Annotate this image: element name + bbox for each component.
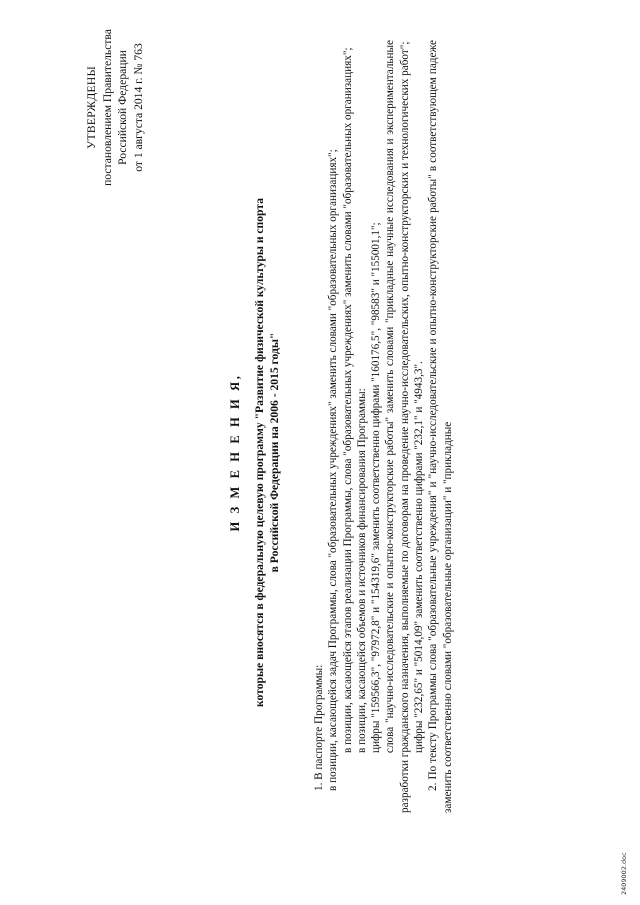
- title-sub-1: которые вносятся в федеральную целевую программу "Развитие физической культуры и спорта: [253, 198, 266, 707]
- paragraph: в позиции, касающейся объемов и источников финансирования Программы:: [355, 388, 368, 753]
- approval-line-3: от 1 августа 2014 г. № 763: [131, 43, 145, 172]
- approval-line-2: Российской Федерации: [116, 50, 129, 165]
- paragraph: 1. В паспорте Программы:: [313, 664, 325, 791]
- paragraph: цифры "159566,3", "97972,8" и "154319,6" заменить соответственно цифрами "160176,5", "98583" и "155001,1";: [370, 222, 383, 753]
- approval-line-1: постановлением Правительства: [100, 29, 114, 186]
- paragraph: в позиции, касающейся задач Программы, слова "образовательных учреждениях" заменить словами "образовательных организациях";: [327, 149, 340, 791]
- document-body: [312, 40, 455, 813]
- paragraph: 2. По тексту Программы слова "образовательные учреждения" и "научно-исследовательские и опытно-конструкторские работы" в соответствующем падеже заменить соответственно словами "образовательные организации" и "прикладные: [427, 40, 454, 813]
- approval-heading: УТВЕРЖДЕНЫ: [85, 66, 98, 150]
- approval-block: [84, 10, 146, 205]
- paragraph: цифры "232,65" и "5014,09" заменить соответственно цифрами "232,1" и "4943,3".: [413, 361, 426, 753]
- document-title: [228, 40, 282, 865]
- title-main: И З М Е Н Е Н И Я,: [228, 373, 242, 532]
- title-sub-2: в Российской Федерации на 2006 - 2015 годы": [267, 332, 281, 573]
- file-footer: 2409002.doc: [620, 852, 628, 895]
- paragraph: слова "научно-исследовательские и опытно-конструкторские работы" заменить словами "прикладные научные исследования и экспериментальные разработки гражданского назначения, выполняемые по договорам на проведение научно-исследовательских, опытно-конструкторских и технологических работ";: [384, 40, 411, 813]
- paragraph: в позиции, касающейся этапов реализации Программы, слова "образовательных учреждениях" заменить словами "образовательных организациях";: [341, 47, 354, 753]
